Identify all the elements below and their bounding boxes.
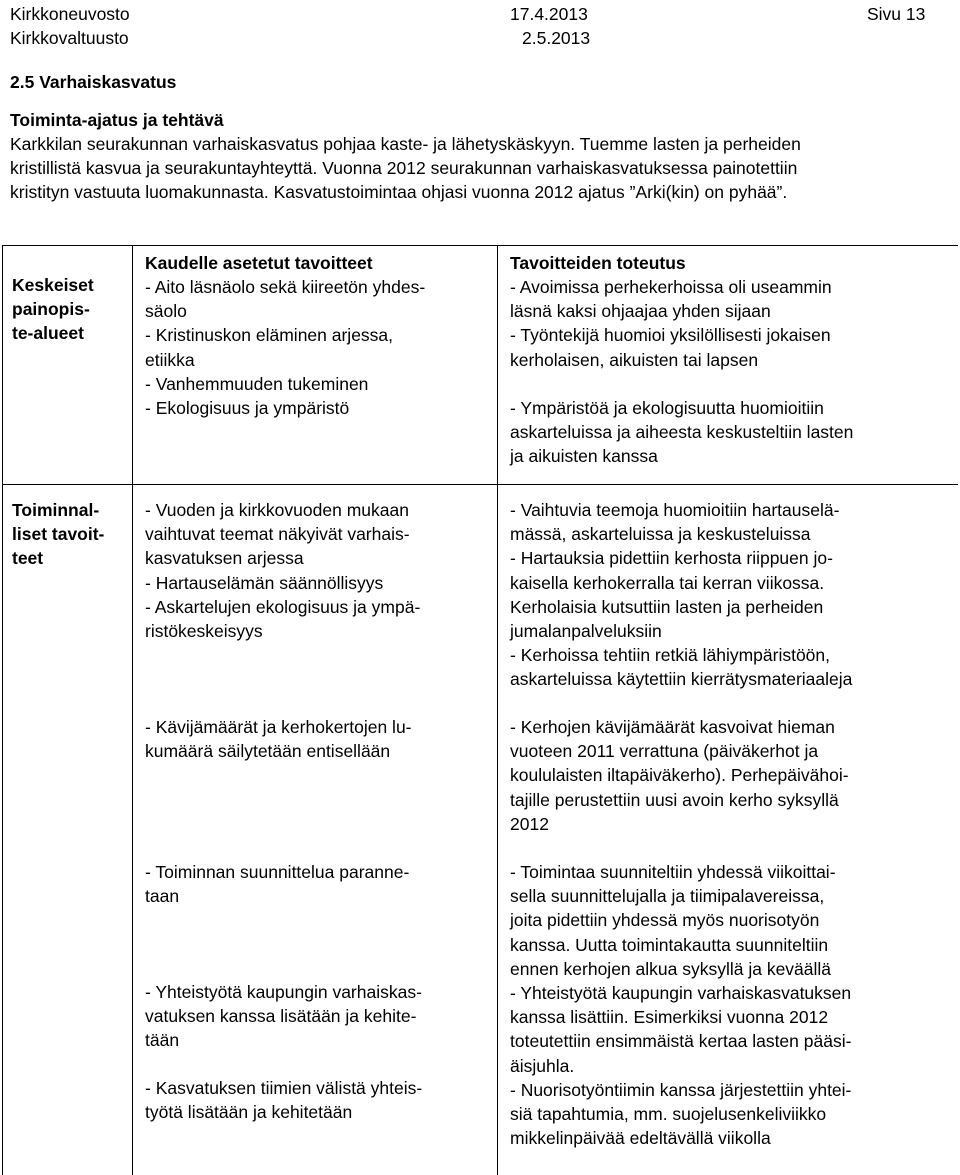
intro-paragraph-line: kristityn vastuuta luomakunnasta. Kasvatustoimintaa ohjasi vuonna 2012 ajatus ”Arki(kin) on pyhää”. <box>10 182 788 202</box>
column-header-goals: Kaudelle asetetut tavoitteet <box>145 253 373 273</box>
section-subtitle: Toiminta-ajatus ja tehtävä <box>10 110 224 130</box>
row2-goals-cell: - Kasvatuksen tiimien välistä yhteis- työtä lisätään ja kehitetään <box>145 1078 423 1123</box>
header-page-number: Sivu 13 <box>867 4 926 24</box>
row2-goals-cell: - Vuoden ja kirkkovuoden mukaan vaihtuvat teemat näkyivät varhais- kasvatuksen arjessa - Hartauselämän säännöllisyys - Askartelujen ekologisuus ja ympä- ristökeskeisyys <box>145 500 421 642</box>
row2-goals-cell: - Kävijämäärät ja kerhokertojen lu- kumäärä säilytetään entisellään <box>145 717 412 762</box>
row1-goals-cell: - Aito läsnäolo sekä kiireetön yhdes- säolo - Kristinuskon eläminen arjessa, etiikka - Vanhemmuuden tukeminen - Ekologisuus ja ympäristö <box>145 277 426 419</box>
table-left-border <box>2 245 3 1175</box>
header-org-1: Kirkkoneuvosto <box>10 4 130 24</box>
row2-results-cell: - Vaihtuvia teemoja huomioitiin hartauselä- mässä, askarteluissa ja keskusteluissa - Hartauksia pidettiin kerhosta riippuen jo- kaisella kerhokerralla tai kerran viikossa. Kerholaisia kutsuttiin lasten ja perheiden jumalanpalveluksiin - Kerhoissa tehtiin retkiä lähiympäristöön, askarteluissa käytettiin kierrätysmateriaaleja <box>510 500 853 690</box>
column-header-results: Tavoitteiden toteutus <box>510 253 686 273</box>
header-date-2: 2.5.2013 <box>522 28 591 48</box>
table-row-divider <box>2 245 958 246</box>
section-title: 2.5 Varhaiskasvatus <box>10 72 177 92</box>
header-date-1: 17.4.2013 <box>510 4 588 24</box>
row2-results-cell: - Kerhojen kävijämäärät kasvoivat hieman vuoteen 2011 verrattuna (päiväkerhot ja koululaisten iltapäiväkerho). Perhepäivähoi- tajille perustettiin uusi avoin kerho syksyllä 2012 <box>510 717 849 834</box>
row-label-keskeiset: Keskeiset painopis- te-alueet <box>12 275 94 344</box>
row1-results-cell: - Ympäristöä ja ekologisuutta huomioitiin askarteluissa ja aiheesta keskusteltiin lasten ja aikuisten kanssa <box>510 398 854 467</box>
row2-goals-cell: - Yhteistyötä kaupungin varhaiskas- vatuksen kanssa lisätään ja kehite- tään <box>145 982 422 1051</box>
row1-results-cell: - Avoimissa perhekerhoissa oli useammin läsnä kaksi ohjaajaa yhden sijaan - Työntekijä huomioi yksilöllisesti jokaisen kerholaisen, aikuisten tai lapsen <box>510 277 832 370</box>
row-label-toiminnalliset: Toiminnal- liset tavoit- teet <box>12 500 105 569</box>
row2-goals-cell: - Toiminnan suunnittelua paranne- taan <box>145 862 410 907</box>
table-column-divider <box>497 245 498 1175</box>
header-org-2: Kirkkovaltuusto <box>10 28 129 48</box>
intro-paragraph-line: Karkkilan seurakunnan varhaiskasvatus pohjaa kaste- ja lähetyskäskyyn. Tuemme lasten ja perheiden <box>10 134 801 154</box>
intro-paragraph-line: kristillistä kasvua ja seurakuntayhteyttä. Vuonna 2012 seurakunnan varhaiskasvatuksessa painotettiin <box>10 158 798 178</box>
table-column-divider <box>132 245 133 1175</box>
row2-results-cell: - Toimintaa suunniteltiin yhdessä viikoittai- sella suunnittelujalla ja tiimipalavereissa, joita pidettiin yhdessä myös nuorisotyön kanssa. Uutta toimintakautta suunniteltiin ennen kerhojen alkua syksyllä ja keväällä - Yhteistyötä kaupungin varhaiskasvatuksen kanssa lisättiin. Esimerkiksi vuonna 2012 toteutettiin ensimmäistä kertaa lasten pääsi- äisjuhla. - Nuorisotyöntiimin kanssa järjestettiin yhtei- siä tapahtumia, mm. suojelusenkeliviikko mikkelinpäivää edeltävällä viikolla <box>510 862 852 1149</box>
table-row-divider <box>2 484 958 485</box>
